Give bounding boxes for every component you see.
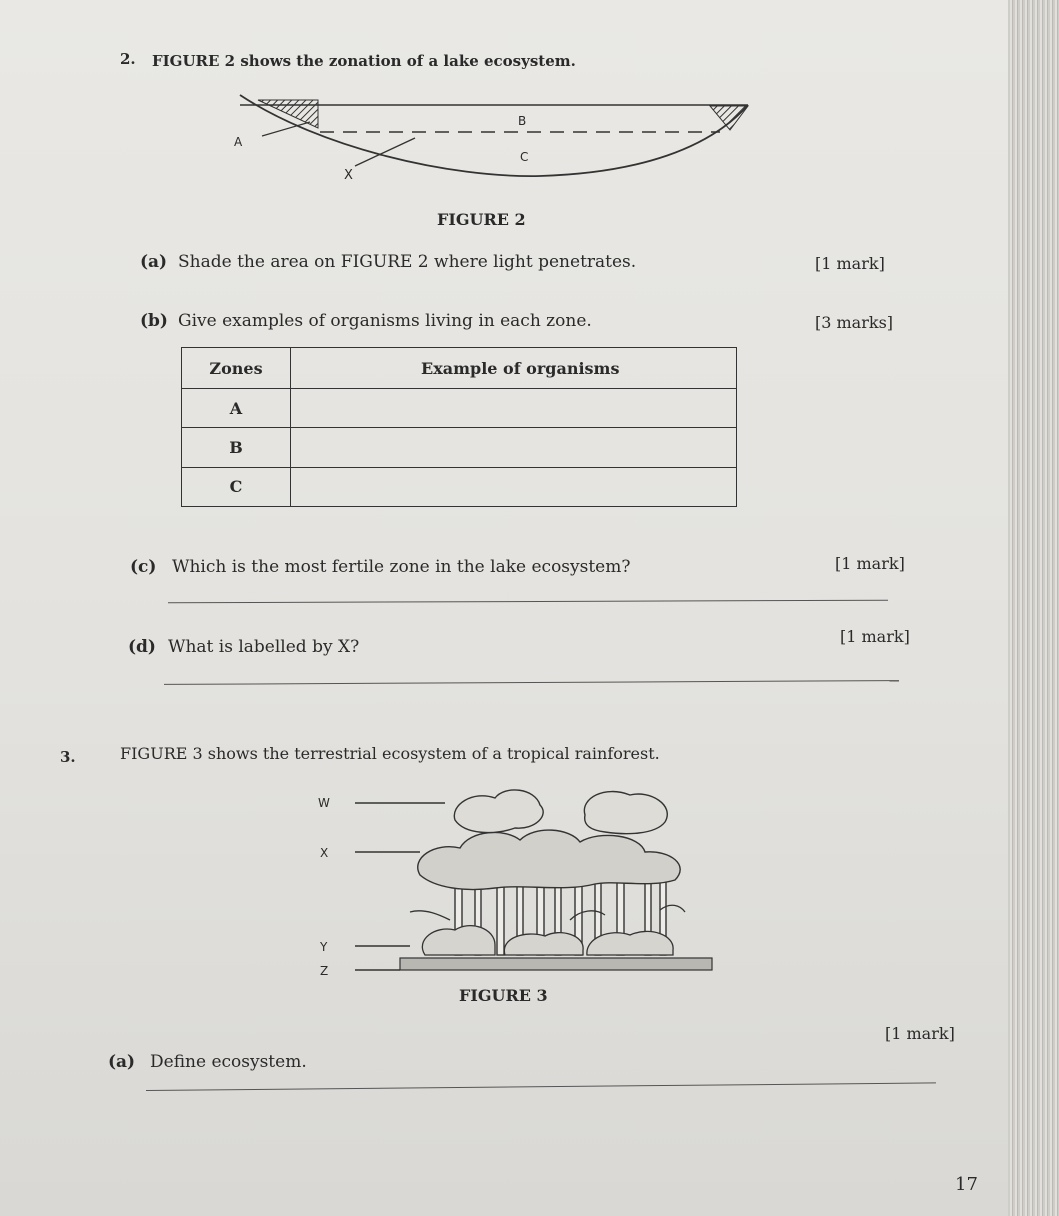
q2b-label: (b): [140, 311, 168, 331]
table-row: [182, 389, 737, 428]
organism-answer-cell[interactable]: [291, 467, 737, 506]
zone-cell: B: [182, 428, 291, 467]
header-example-organisms: Example of organisms: [291, 348, 737, 389]
q2d-marks: [1 mark]: [840, 627, 910, 646]
understory-shrubs: [422, 926, 673, 955]
organism-answer-cell[interactable]: [291, 389, 737, 428]
q2-text: FIGURE 2 shows the zonation of a lake ecosystem.: [152, 52, 576, 70]
header-zones: Zones: [182, 348, 291, 389]
main-canopy: [418, 830, 680, 889]
right-shore-hatch: [710, 106, 748, 130]
q2b-marks: [3 marks]: [815, 313, 894, 332]
q2a-label: (a): [140, 252, 168, 272]
table-row: [182, 467, 737, 506]
table-header-row: [182, 348, 737, 389]
label-z: Z: [320, 964, 329, 978]
left-shore-hatch: [258, 100, 318, 128]
q2c-text: Which is the most fertile zone in the lake ecosystem?: [172, 557, 631, 577]
page-number: 17: [955, 1174, 978, 1195]
figure-2-caption: FIGURE 2: [437, 210, 526, 229]
label-b: B: [518, 114, 527, 128]
q3-text: FIGURE 3 shows the terrestrial ecosystem of a tropical rainforest.: [120, 744, 660, 763]
q3a-label: (a): [108, 1052, 136, 1072]
q2a-text: Shade the area on FIGURE 2 where light penetrates.: [178, 252, 637, 272]
q2c-marks: [1 mark]: [835, 554, 905, 573]
label-a: A: [234, 135, 243, 149]
q3-number: 3.: [60, 748, 76, 766]
label-w: W: [318, 796, 330, 810]
emergent-crowns: [454, 790, 667, 834]
zones-table: [181, 347, 737, 507]
table-row: [182, 428, 737, 467]
vine-leaves: [410, 905, 685, 920]
lake-diagram: [200, 78, 760, 188]
zone-cell: C: [182, 467, 291, 506]
label-x: X: [344, 168, 353, 183]
q2d-text: What is labelled by X?: [168, 637, 360, 657]
q2b-text: Give examples of organisms living in each zone.: [178, 311, 592, 331]
rainforest-diagram: [355, 780, 715, 975]
q3a-marks: [1 mark]: [885, 1024, 955, 1043]
organism-answer-cell[interactable]: [291, 428, 737, 467]
page-edge: [1008, 0, 1059, 1216]
forest-floor-strip: [400, 958, 712, 970]
label-x-canopy: X: [320, 846, 329, 860]
q2-number: 2.: [120, 50, 136, 68]
q2a-marks: [1 mark]: [815, 254, 885, 273]
q3a-text: Define ecosystem.: [150, 1052, 307, 1072]
figure-3-caption: FIGURE 3: [459, 986, 548, 1005]
q2d-label: (d): [128, 637, 156, 657]
label-y: Y: [320, 940, 328, 954]
label-c: C: [520, 150, 529, 164]
q2c-label: (c): [130, 557, 157, 577]
zone-cell: A: [182, 389, 291, 428]
